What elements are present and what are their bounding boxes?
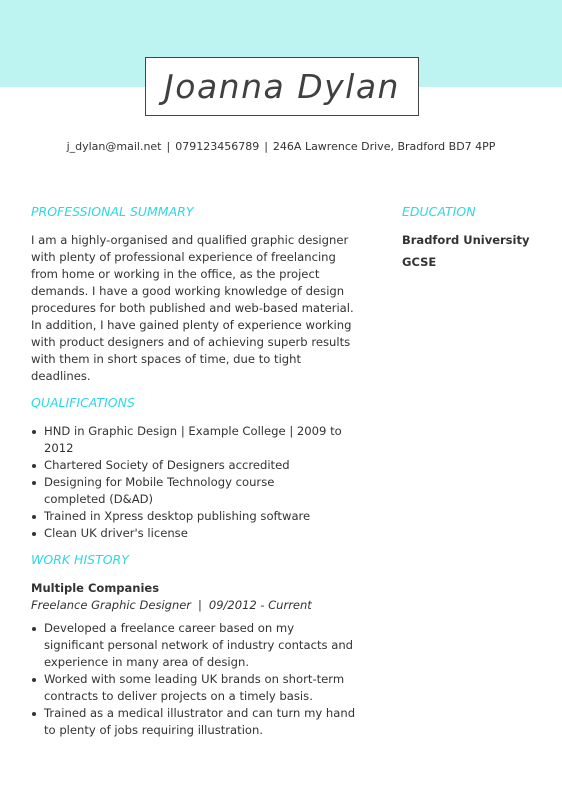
summary-text: I am a highly-organised and qualified graphic designer with plenty of professional experience of freelancing from home or working in the office, as the project demands. I have a good working knowledge of design procedures for both published and web-based material. In addition, I have gained plenty of experience working with product designers and of achieving superb results with them in short spaces of time, due to tight deadlines. <box>31 233 354 383</box>
name-box <box>145 57 419 116</box>
contact-line <box>0 140 562 153</box>
contact-separator: | <box>264 140 268 153</box>
work-item-text: Developed a freelance career based on my significant personal network of industry contacts and experience in many area of design. <box>44 621 354 669</box>
qualifications-heading: QUALIFICATIONS <box>31 395 135 410</box>
contact-phone: 079123456789 <box>175 140 260 153</box>
qualification-text: Trained in Xpress desktop publishing software <box>44 509 311 523</box>
work-role-line <box>31 598 312 612</box>
qualification-text: Designing for Mobile Technology course completed (D&AD) <box>44 475 275 506</box>
bullet-icon <box>32 712 36 716</box>
qualifications-list <box>31 423 361 542</box>
work-item-text: Trained as a medical illustrator and can turn my hand to plenty of jobs requiring illustration. <box>44 706 356 737</box>
bullet-icon <box>32 430 36 434</box>
qualification-text: Clean UK driver's license <box>44 526 188 540</box>
list-item <box>31 671 356 705</box>
contact-address: 246A Lawrence Drive, Bradford BD7 4PP <box>272 140 496 153</box>
list-item <box>31 508 361 525</box>
contact-email: j_dylan@mail.net <box>66 140 162 153</box>
list-item <box>31 457 361 474</box>
work-role: Freelance Graphic Designer <box>31 598 192 612</box>
qualification-text: HND in Graphic Design | Example College | 2009 to 2012 <box>44 424 342 455</box>
bullet-icon <box>32 678 36 682</box>
work-item-text: Worked with some leading UK brands on short-term contracts to deliver projects on a timely basis. <box>44 672 345 703</box>
work-dates: 09/2012 - Current <box>208 598 312 612</box>
qualification-text: Chartered Society of Designers accredited <box>44 458 290 472</box>
bullet-icon <box>32 515 36 519</box>
list-item <box>31 474 334 508</box>
role-separator: | <box>198 598 202 612</box>
list-item <box>31 423 361 457</box>
work-heading: WORK HISTORY <box>31 552 129 567</box>
bullet-icon <box>32 532 36 536</box>
list-item <box>31 705 356 739</box>
work-company: Multiple Companies <box>31 581 160 595</box>
education-item: GCSE <box>402 255 437 269</box>
bullet-icon <box>32 481 36 485</box>
summary-heading: PROFESSIONAL SUMMARY <box>31 204 194 219</box>
candidate-name: Joanna Dylan <box>164 67 400 106</box>
work-list <box>31 620 356 739</box>
list-item <box>31 620 356 671</box>
bullet-icon <box>32 627 36 631</box>
list-item <box>31 525 361 542</box>
bullet-icon <box>32 464 36 468</box>
education-heading: EDUCATION <box>402 204 476 219</box>
contact-separator: | <box>166 140 171 153</box>
education-item: Bradford University <box>402 233 530 247</box>
